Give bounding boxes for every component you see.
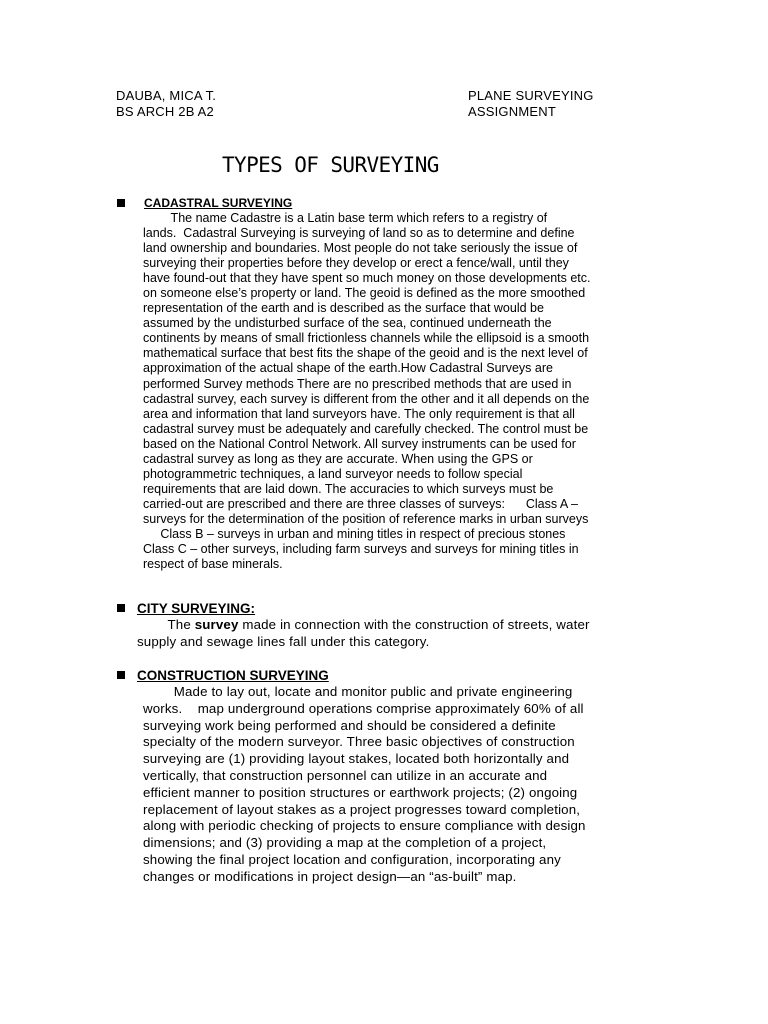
body-line: surveying work being performed and should be considered a definite <box>143 717 556 733</box>
body-line: carried-out are prescribed and there are three classes of surveys: Class A – <box>143 496 578 511</box>
body-line: cadastral survey, each survey is different from the other and it all depends on the <box>143 391 590 406</box>
course-name: PLANE SURVEYING <box>468 88 594 103</box>
student-info <box>116 88 216 120</box>
bullet-icon <box>117 199 125 207</box>
section-body <box>143 211 591 572</box>
body-line: Class B – surveys in urban and mining titles in respect of precious stones <box>143 526 566 541</box>
body-line: continents by means of small frictionless channels while the ellipsoid is a smooth <box>143 331 590 346</box>
body-line: vertically, that construction personnel can utilize in an accurate and <box>143 767 548 783</box>
section-heading: CONSTRUCTION SURVEYING <box>137 668 329 683</box>
section-body <box>143 684 586 886</box>
student-name: DAUBA, MICA T. <box>116 88 217 103</box>
body-line: Class C – other surveys, including farm surveys and surveys for mining titles in <box>143 542 579 557</box>
body-line: on someone else’s property or land. The geoid is defined as the more smoothed <box>143 286 586 301</box>
body-line: dimensions; and (3) providing a map at the completion of a project, <box>143 835 547 851</box>
student-section: BS ARCH 2B A2 <box>116 104 214 119</box>
body-line: efficient manner to position structures or earthwork projects; (2) ongoing <box>143 784 578 800</box>
body-line: requirements that are laid down. The accuracies to which surveys must be <box>143 481 554 496</box>
body-line: have found-out that they have spent so much money on those developments etc. <box>143 271 591 286</box>
body-line: land ownership and boundaries. Most people do not take seriously the issue of <box>143 241 578 256</box>
body-line: photogrammetric techniques, a land surveyor needs to follow special <box>143 466 523 481</box>
body-line: based on the National Control Network. All survey instruments can be used for <box>143 436 576 451</box>
body-line: surveys for the determination of the position of reference marks in urban surveys <box>143 511 589 526</box>
body-line: assumed by the undisturbed surface of the sea, continued underneath the <box>143 316 552 331</box>
body-line: The name Cadastre is a Latin base term which refers to a registry of <box>143 211 548 225</box>
body-line: lands. Cadastral Surveying is surveying of land so as to determine and define <box>143 226 575 241</box>
body-line: specialty of the modern surveyor. Three basic objectives of construction <box>143 734 575 750</box>
body-line: changes or modifications in project design—an “as-built” map. <box>143 868 517 884</box>
document-title: TYPES OF SURVEYING <box>222 153 439 177</box>
body-line: respect of base minerals. <box>143 557 283 572</box>
body-line: Made to lay out, locate and monitor public and private engineering <box>143 684 573 699</box>
body-line: surveying their properties before they develop or erect a fence/wall, until they <box>143 256 569 271</box>
body-line: The survey made in connection with the construction of streets, water <box>137 617 590 632</box>
bold-term: survey <box>194 617 239 632</box>
bullet-icon <box>117 671 125 679</box>
body-line: works. map underground operations comprise approximately 60% of all <box>143 700 584 716</box>
body-line: representation of the earth and is described as the surface that would be <box>143 301 544 316</box>
body-line: approximation of the actual shape of the earth.How Cadastral Surveys are <box>143 361 553 376</box>
body-line: cadastral survey as long as they are accurate. When using the GPS or <box>143 451 533 466</box>
body-line: surveying are (1) providing layout stakes, located both horizontally and <box>143 751 570 767</box>
bullet-icon <box>117 604 125 612</box>
body-line: performed Survey methods There are no prescribed methods that are used in <box>143 376 572 391</box>
body-line: replacement of layout stakes as a project progresses toward completion, <box>143 801 581 817</box>
section-body <box>137 617 590 651</box>
assignment-label: ASSIGNMENT <box>468 104 556 119</box>
body-line: mathematical surface that best fits the shape of the geoid and is the next level of <box>143 346 588 361</box>
section-heading: CITY SURVEYING: <box>137 601 256 616</box>
body-line: cadastral survey must be adequately and carefully checked. The control must be <box>143 421 589 436</box>
section-heading: CADASTRAL SURVEYING <box>144 196 293 210</box>
body-line: supply and sewage lines fall under this category. <box>137 633 430 649</box>
course-info <box>468 88 594 120</box>
body-line: showing the final project location and configuration, incorporating any <box>143 851 561 867</box>
body-line: area and information that land surveyors have. The only requirement is that all <box>143 406 575 421</box>
body-line: along with periodic checking of projects to ensure compliance with design <box>143 818 586 834</box>
